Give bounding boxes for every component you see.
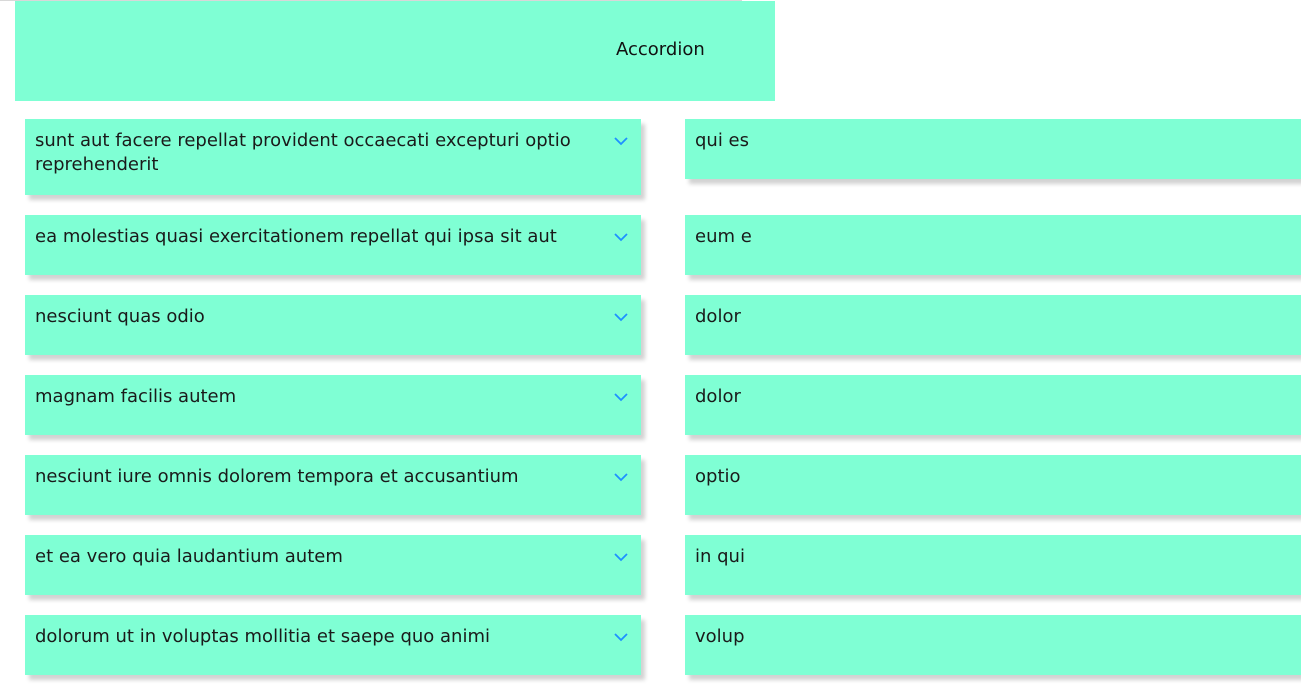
accordion-item-title: sunt aut facere repellat provident occaecati excepturi optio reprehenderit — [35, 130, 571, 175]
accordion-item-title: optio — [695, 466, 741, 487]
accordion-item-title: et ea vero quia laudantium autem — [35, 546, 343, 567]
chevron-down-icon[interactable] — [613, 549, 629, 565]
accordion-item-title: volup — [695, 626, 745, 647]
accordion-item[interactable] — [25, 119, 641, 195]
chevron-down-icon[interactable] — [613, 469, 629, 485]
accordion-item[interactable] — [25, 535, 641, 595]
chevron-down-icon[interactable] — [613, 629, 629, 645]
chevron-down-icon[interactable] — [613, 133, 629, 149]
accordion-item-title: dolorum ut in voluptas mollitia et saepe quo animi — [35, 626, 490, 647]
accordion-item-title: eum e — [695, 226, 752, 247]
accordion-item-title: dolor — [695, 306, 741, 327]
accordion-item[interactable] — [685, 295, 1301, 355]
accordion-item[interactable] — [685, 375, 1301, 435]
chevron-down-icon[interactable] — [613, 389, 629, 405]
chevron-down-icon[interactable] — [613, 229, 629, 245]
chevron-down-icon[interactable] — [613, 309, 629, 325]
accordion-item[interactable] — [25, 215, 641, 275]
accordion-item[interactable] — [685, 215, 1301, 275]
page-title: Accordion — [616, 39, 705, 60]
accordion-item[interactable] — [685, 455, 1301, 515]
accordion-item-title: nesciunt iure omnis dolorem tempora et accusantium — [35, 466, 519, 487]
accordion-column-right — [685, 119, 1301, 695]
header-bar — [15, 1, 775, 101]
accordion-item[interactable] — [25, 295, 641, 355]
accordion-item[interactable] — [685, 535, 1301, 595]
accordion-column-left — [25, 119, 641, 695]
accordion-item[interactable] — [25, 615, 641, 675]
accordion-item-title: in qui — [695, 546, 745, 567]
accordion-item-title: nesciunt quas odio — [35, 306, 205, 327]
accordion-item[interactable] — [25, 455, 641, 515]
accordion-item-title: qui es — [695, 130, 750, 151]
accordion-item[interactable] — [685, 615, 1301, 675]
accordion-item-title: dolor — [695, 386, 741, 407]
accordion-item-title: magnam facilis autem — [35, 386, 237, 407]
accordion-item[interactable] — [685, 119, 1301, 179]
accordion-item-title: ea molestias quasi exercitationem repellat qui ipsa sit aut — [35, 226, 557, 247]
accordion-item[interactable] — [25, 375, 641, 435]
